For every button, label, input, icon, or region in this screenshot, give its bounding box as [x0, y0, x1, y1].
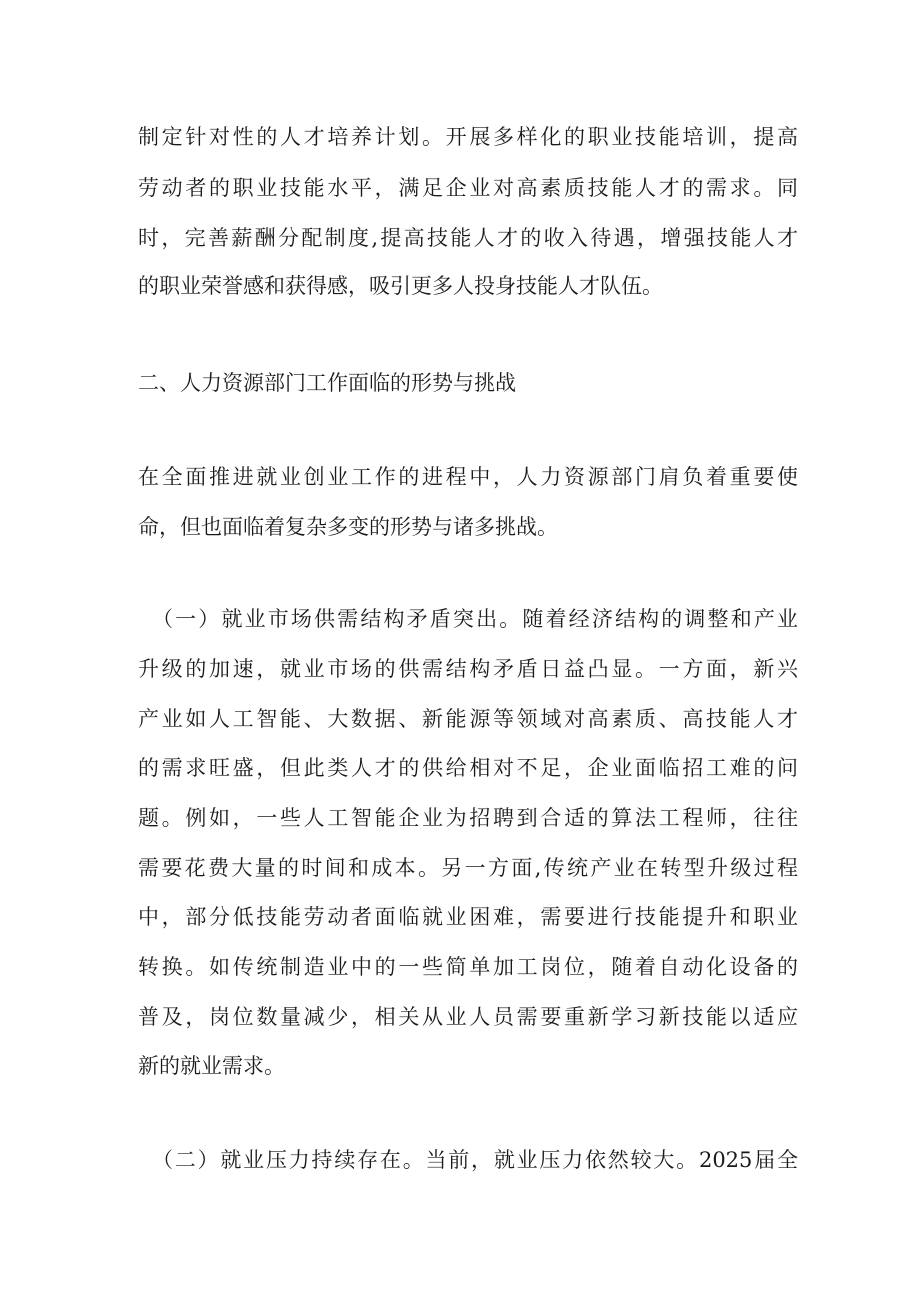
paragraph-line: 的需求旺盛，但此类人才的供给相对不足，企业面临招工难的问 — [138, 756, 798, 780]
paragraph-line: 转换。如传统制造业中的一些简单加工岗位，随着自动化设备的 — [138, 955, 798, 979]
paragraph-line: 普及，岗位数量减少，相关从业人员需要重新学习新技能以适应 — [138, 1005, 798, 1029]
paragraph-line: 的职业荣誉感和获得感，吸引更多人投身技能人才队伍。 — [138, 274, 663, 298]
paragraph-line: 升级的加速，就业市场的供需结构矛盾日益凸显。一方面，新兴 — [138, 657, 798, 681]
paragraph-line: 劳动者的职业技能水平，满足企业对高素质技能人才的需求。同 — [138, 176, 798, 200]
paragraph-line: 产业如人工智能、大数据、新能源等领域对高素质、高技能人才 — [138, 707, 798, 731]
paragraph-line: 命，但也面临着复杂多变的形势与诸多挑战。 — [138, 515, 558, 539]
paragraph-line: （二）就业压力持续存在。当前，就业压力依然较大。2025届全 — [152, 1148, 798, 1172]
paragraph-line: 时，完善薪酬分配制度,提高技能人才的收入待遇，增强技能人才 — [138, 226, 798, 250]
paragraph-line: 在全面推进就业创业工作的进程中，人力资源部门肩负着重要使 — [138, 465, 798, 489]
paragraph-line: 题。例如，一些人工智能企业为招聘到合适的算法工程师，往往 — [138, 806, 798, 830]
paragraph-line: （一）就业市场供需结构矛盾突出。随着经济结构的调整和产业 — [152, 607, 798, 631]
paragraph-line: 中，部分低技能劳动者面临就业困难，需要进行技能提升和职业 — [138, 905, 798, 929]
paragraph-line: 制定针对性的人才培养计划。开展多样化的职业技能培训，提高 — [138, 125, 798, 149]
paragraph-line: 新的就业需求。 — [138, 1054, 285, 1078]
section-heading: 二、人力资源部门工作面临的形势与挑战 — [138, 371, 516, 395]
paragraph-line: 需要花费大量的时间和成本。另一方面,传统产业在转型升级过程 — [138, 856, 798, 880]
